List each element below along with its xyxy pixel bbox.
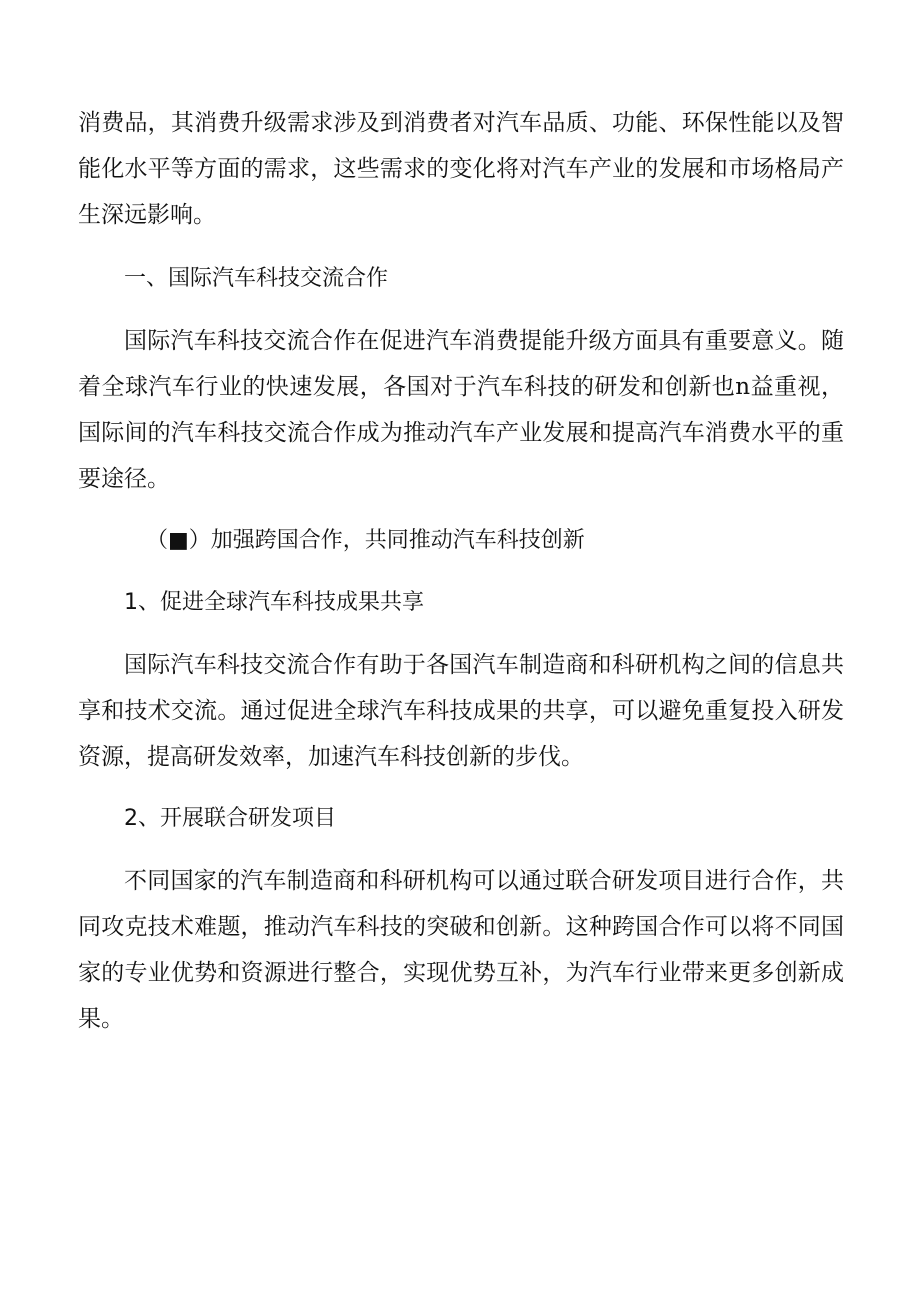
spacer — [78, 780, 844, 796]
spacer — [78, 502, 844, 518]
document-body — [78, 100, 844, 1042]
paragraph-item-2: 不同国家的汽车制造商和科研机构可以通过联合研发项目进行合作，共同攻克技术难题，推动汽车科技的突破和创新。这种跨国合作可以将不同国家的专业优势和资源进行整合，实现优势互补，为汽车行业带来更多创新成果。 — [78, 868, 844, 1032]
section-heading: 一、国际汽车科技交流合作 — [124, 266, 389, 291]
item-heading-2: 2、开展联合研发项目 — [124, 806, 336, 831]
paragraph-intro: 消费品，其消费升级需求涉及到消费者对汽车品质、功能、环保性能以及智能化水平等方面的需求，这些需求的变化将对汽车产业的发展和市场格局产生深远影响。 — [78, 110, 844, 228]
spacer — [78, 626, 844, 642]
paragraph-item-1: 国际汽车科技交流合作有助于各国汽车制造商和科研机构之间的信息共享和技术交流。通过促进全球汽车科技成果的共享，可以避免重复投入研发资源，提高研发效率，加速汽车科技创新的步伐。 — [78, 652, 844, 770]
subsection-heading: （■）加强跨国合作，共同推动汽车科技创新 — [146, 528, 585, 553]
spacer — [78, 842, 844, 858]
spacer — [78, 564, 844, 580]
spacer — [78, 238, 844, 256]
spacer — [78, 302, 844, 318]
paragraph-section-1: 国际汽车科技交流合作在促进汽车消费提能升级方面具有重要意义。随着全球汽车行业的快速发展，各国对于汽车科技的研发和创新也n益重视，国际间的汽车科技交流合作成为推动汽车产业发展和提高汽车消费水平的重要途径。 — [78, 328, 844, 492]
item-heading-1: 1、促进全球汽车科技成果共享 — [124, 590, 424, 615]
